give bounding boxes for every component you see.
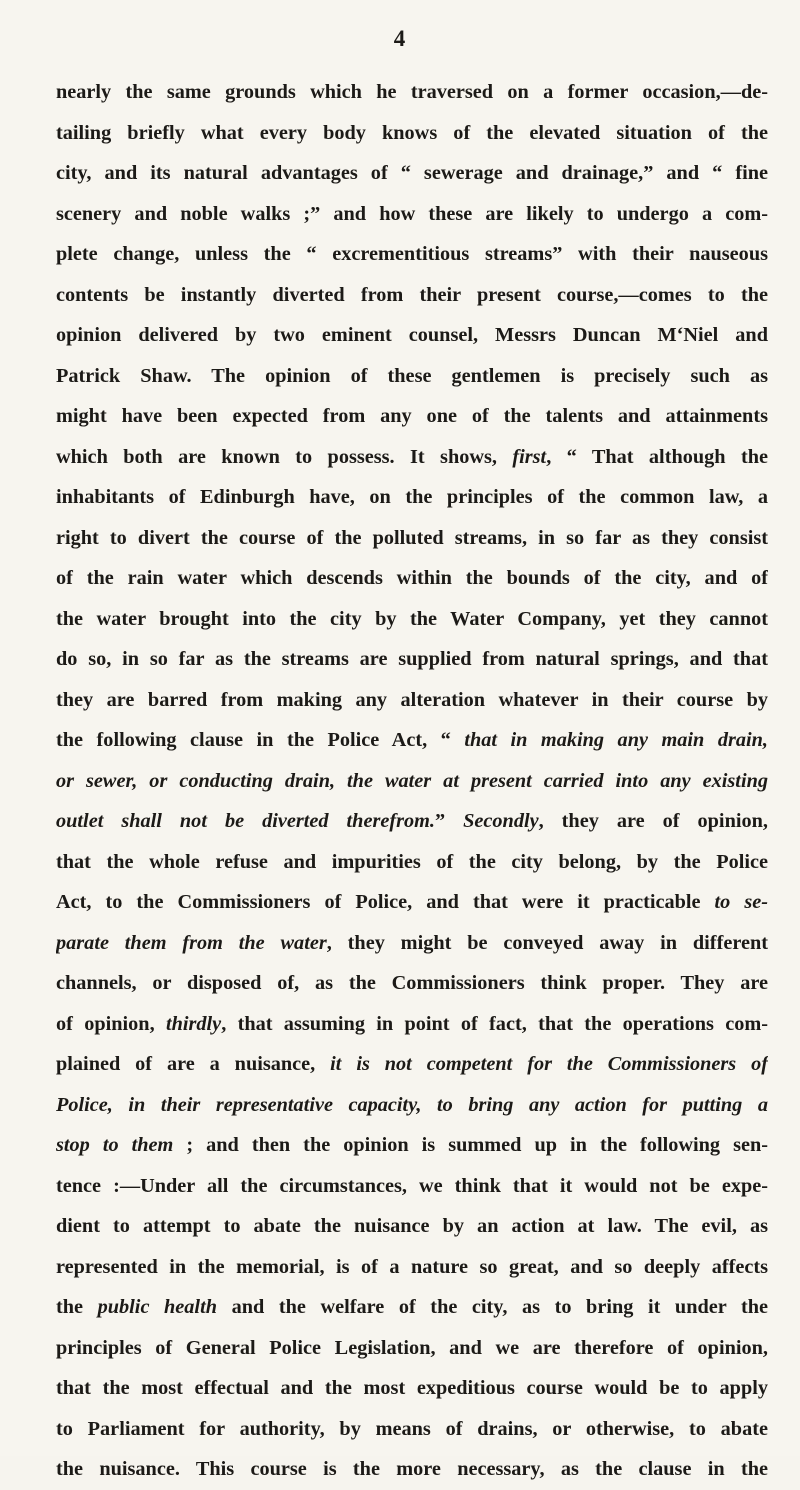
italic-text: it is not competent for the Commissioners of: [330, 1053, 768, 1075]
text-line: [56, 396, 768, 437]
text-span: might have been expected from any one of the talents and attainments: [56, 405, 768, 427]
text-line: [56, 234, 768, 275]
text-line: [56, 1328, 768, 1369]
text-span: represented in the memorial, is of a nature so great, and so deeply affects: [56, 1255, 768, 1278]
text-span: , they might be conveyed away in different: [326, 931, 768, 954]
text-line: [56, 113, 768, 154]
text-span: tailing briefly what every body knows of the elevated situation of the: [56, 121, 768, 144]
text-span: principles of General Police Legislation, and we are therefore of opinion,: [56, 1336, 768, 1359]
text-line: [56, 680, 768, 721]
text-line: [56, 275, 768, 316]
italic-text: public health: [97, 1296, 217, 1318]
text-span: which both are known to possess. It shows,: [56, 445, 513, 468]
text-span: that the most effectual and the most expeditious course would be to apply: [56, 1377, 768, 1399]
text-span: of opinion,: [56, 1012, 166, 1035]
text-span: right to divert the course of the polluted streams, in so far as they consist: [56, 526, 768, 549]
italic-text: stop to them: [56, 1134, 174, 1156]
text-line: [56, 1368, 768, 1409]
text-span: channels, or disposed of, as the Commissioners think proper. They are: [56, 972, 768, 994]
text-span: that the whole refuse and impurities of the city belong, by the Police: [56, 850, 768, 873]
text-line: [56, 639, 768, 680]
text-line: [56, 801, 768, 842]
text-line: [56, 1206, 768, 1247]
text-span: city, and its natural advantages of “ sewerage and drainage,” and “ fine: [56, 162, 768, 184]
text-span: of the rain water which descends within the bounds of the city, and of: [56, 567, 768, 589]
text-span: the water brought into the city by the Water Company, yet they cannot: [56, 607, 768, 630]
italic-text: thirdly: [165, 1012, 222, 1035]
text-span: , “ That although the: [546, 445, 768, 468]
text-line: [56, 1409, 768, 1450]
text-span: opinion delivered by two eminent counsel, Messrs Duncan M‘Niel and: [56, 324, 768, 346]
text-line: [56, 153, 768, 194]
text-line: [56, 761, 768, 802]
italic-text: Secondly: [463, 810, 539, 832]
italic-text: or sewer, or conducting drain, the water at present carried into any existing: [56, 769, 768, 792]
text-line: [56, 1004, 768, 1045]
text-line: [56, 72, 768, 113]
text-span: Patrick Shaw. The opinion of these gentlemen is precisely such as: [56, 364, 768, 387]
text-span: the following clause in the Police Act, “: [56, 729, 465, 751]
italic-text: to se-: [714, 891, 768, 913]
text-line: [56, 194, 768, 235]
text-span: , they are of opinion,: [538, 810, 768, 832]
text-line: [56, 1449, 768, 1490]
text-span: nearly the same grounds which he traversed on a former occasion,—de-: [56, 81, 768, 103]
text-line: [56, 437, 768, 478]
text-span: the nuisance. This course is the more necessary, as the clause in the: [56, 1458, 768, 1480]
text-line: [56, 923, 768, 964]
page-number: 4: [393, 26, 407, 51]
text-span: scenery and noble walks ;” and how these are likely to undergo a com-: [56, 202, 768, 225]
text-span: they are barred from making any alteration whatever in their course by: [56, 688, 768, 711]
text-span: contents be instantly diverted from their present course,—comes to the: [56, 283, 768, 306]
text-line: [56, 1125, 768, 1166]
text-line: [56, 963, 768, 1004]
text-span: Act, to the Commissioners of Police, and that were it practicable: [56, 891, 715, 913]
text-line: [56, 1247, 768, 1288]
text-span: to Parliament for authority, by means of drains, or otherwise, to abate: [56, 1417, 768, 1440]
text-span: plete change, unless the “ excrementitious streams” with their nauseous: [56, 243, 768, 265]
italic-text: parate them from the water: [56, 931, 327, 954]
text-span: do so, in so far as the streams are supplied from natural springs, and that: [56, 648, 768, 670]
text-line: [56, 842, 768, 883]
text-line: [56, 518, 768, 559]
text-span: , that assuming in point of fact, that the operations com-: [221, 1012, 768, 1035]
text-line: [56, 1166, 768, 1207]
text-span: dient to attempt to abate the nuisance by an action at law. The evil, as: [56, 1215, 768, 1237]
text-span: tence :—Under all the circumstances, we think that it would not be expe-: [56, 1174, 768, 1197]
italic-text: outlet shall not be diverted therefrom.: [56, 810, 435, 832]
text-line: [56, 558, 768, 599]
italic-text: that in making any main drain,: [464, 729, 768, 751]
text-line: [56, 1287, 768, 1328]
text-line: [56, 599, 768, 640]
body-text: [56, 72, 768, 1490]
text-span: inhabitants of Edinburgh have, on the principles of the common law, a: [56, 486, 768, 508]
text-span: and the welfare of the city, as to bring it under the: [217, 1296, 768, 1318]
italic-text: Police, in their representative capacity, to bring any action for putting a: [56, 1093, 768, 1116]
text-line: [56, 1085, 768, 1126]
text-span: ”: [434, 810, 464, 832]
text-span: ; and then the opinion is summed up in the following sen-: [173, 1134, 768, 1156]
text-line: [56, 315, 768, 356]
italic-text: first: [512, 445, 547, 468]
text-span: the: [56, 1296, 98, 1318]
text-line: [56, 356, 768, 397]
text-line: [56, 477, 768, 518]
text-line: [56, 1044, 768, 1085]
text-span: plained of are a nuisance,: [56, 1053, 331, 1075]
text-line: [56, 882, 768, 923]
text-line: [56, 720, 768, 761]
